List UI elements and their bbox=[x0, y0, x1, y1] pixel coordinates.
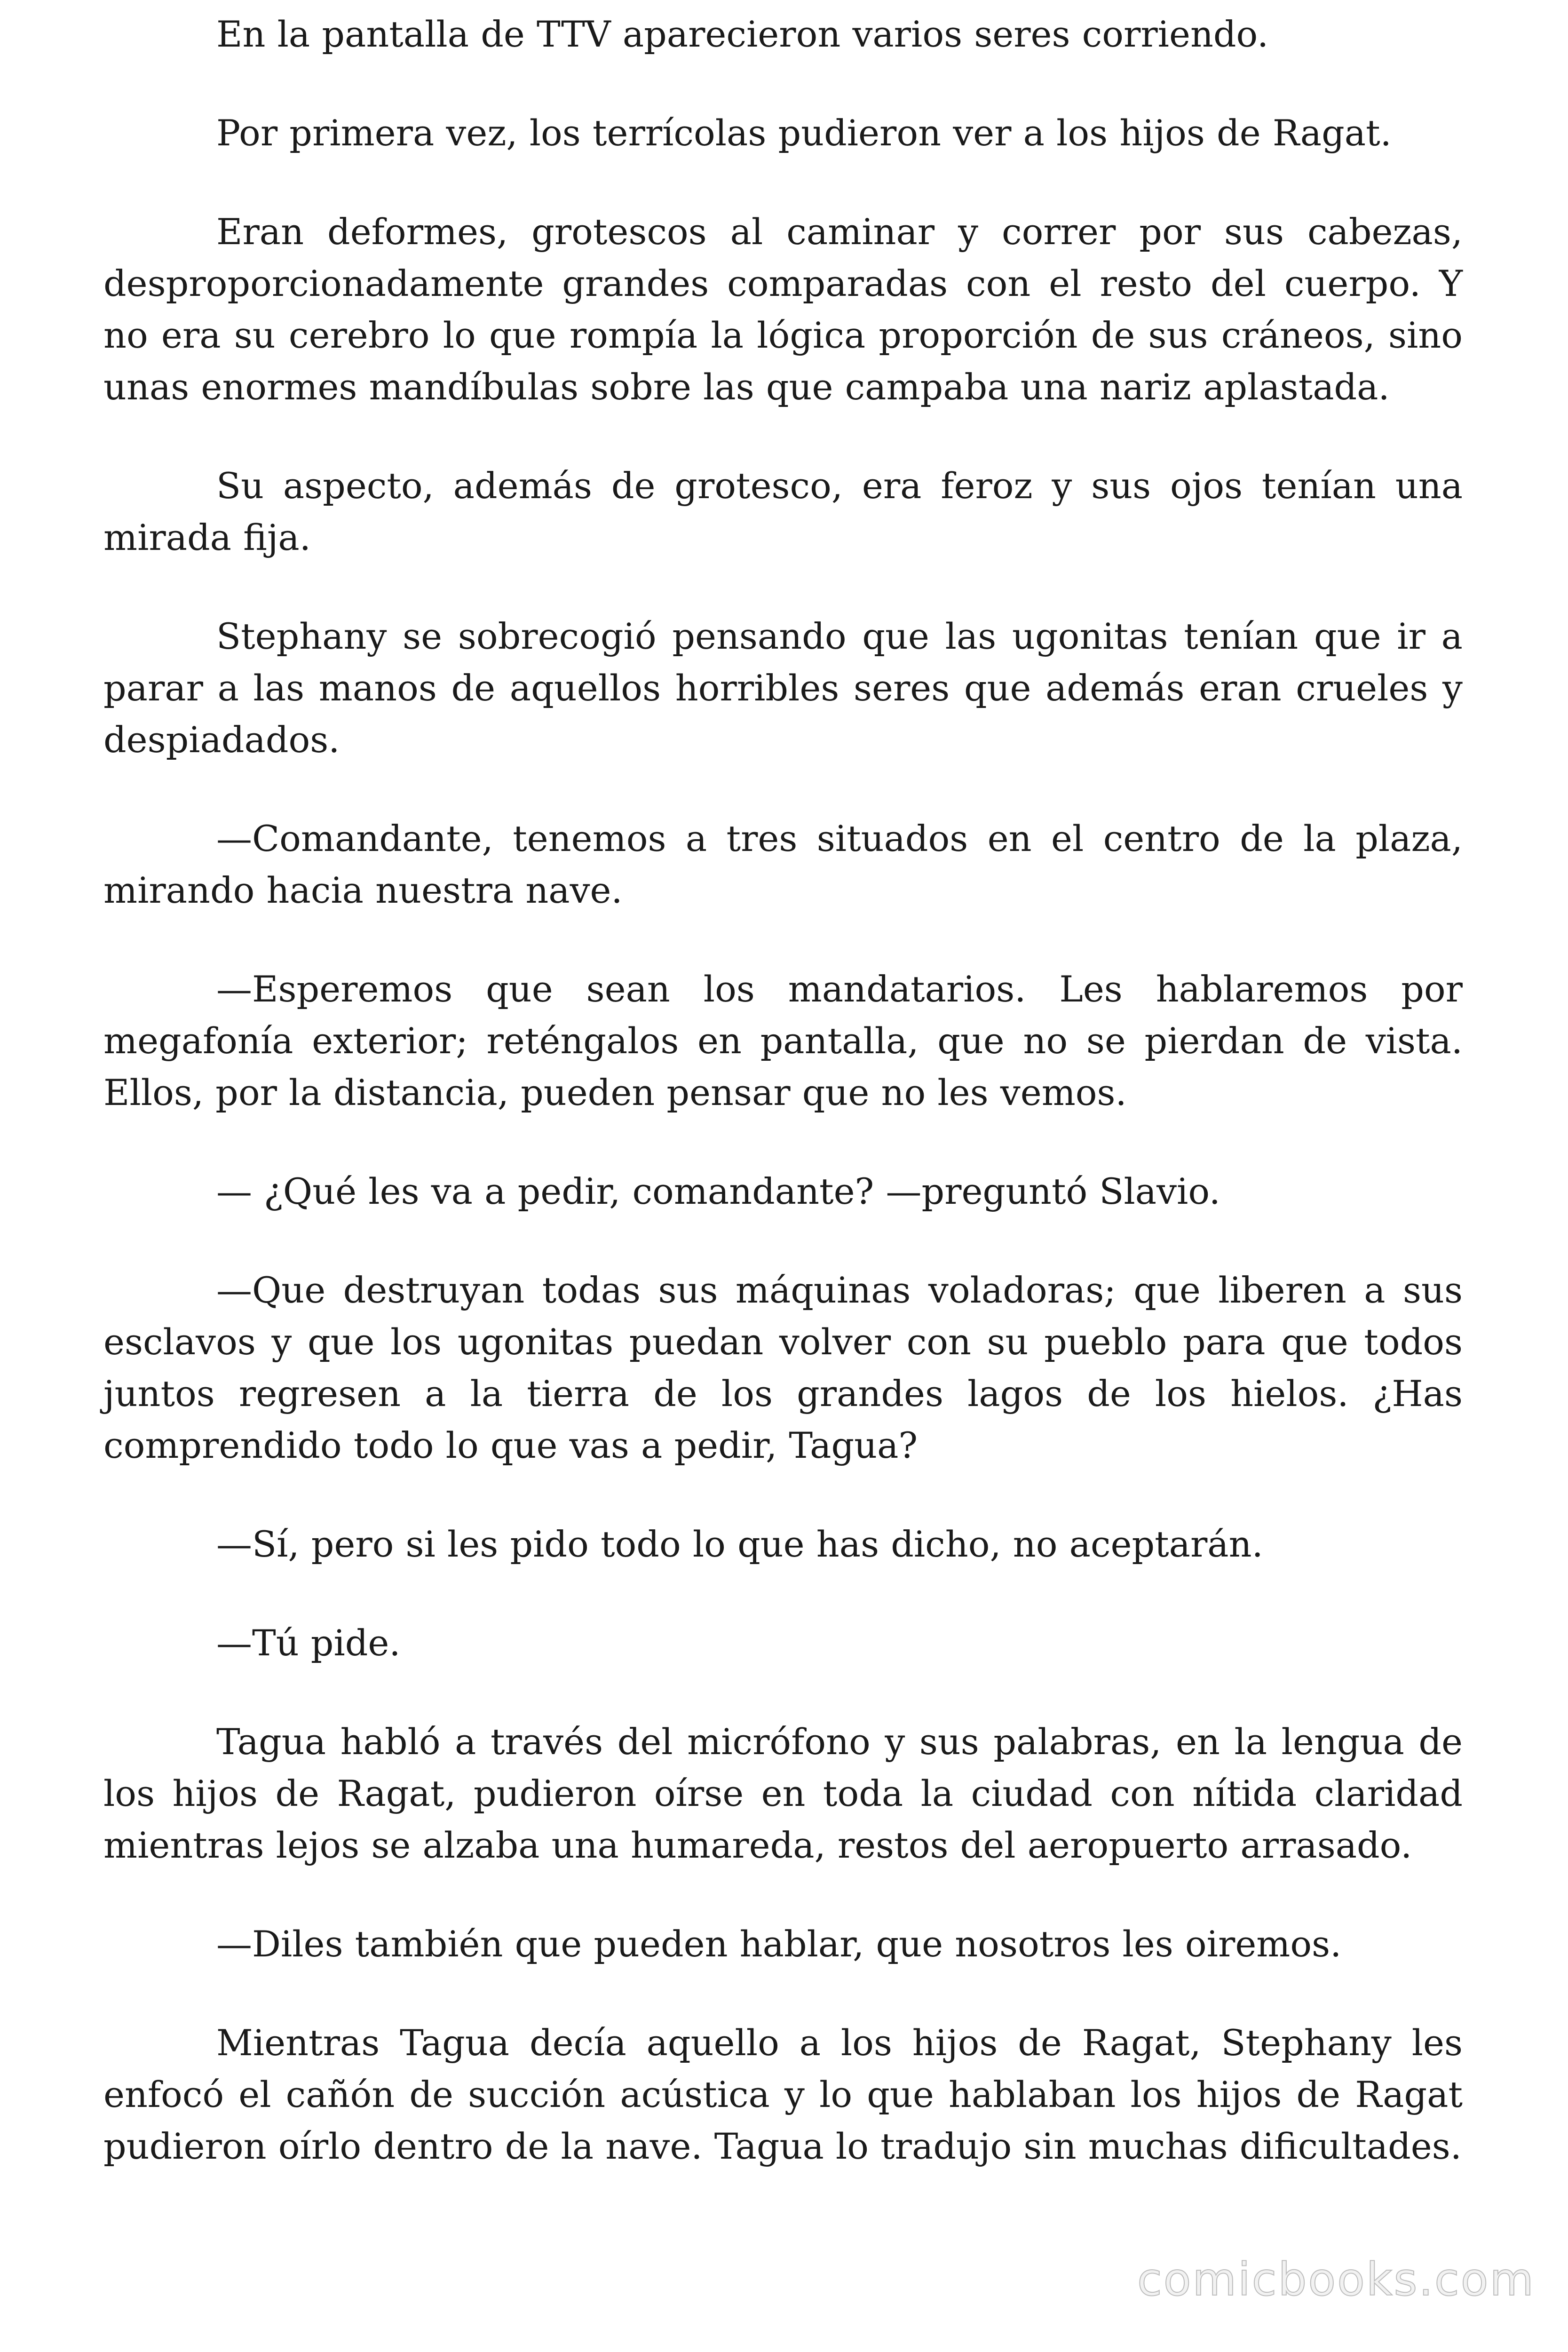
paragraph: —Sí, pero si les pido todo lo que has dicho, no aceptarán. bbox=[216, 1523, 1263, 1565]
watermark-logo: comicbooks.com bbox=[1137, 2253, 1535, 2306]
paragraph: —Comandante, tenemos a tres situados en el centro de la plaza, mirando hacia nuestra nave. bbox=[103, 818, 1463, 911]
paragraph: Su aspecto, además de grotesco, era feroz y sus ojos tenían una mirada fija. bbox=[103, 465, 1463, 558]
text-column bbox=[103, 8, 1463, 2219]
paragraph: Por primera vez, los terrícolas pudieron ver a los hijos de Ragat. bbox=[216, 112, 1392, 154]
paragraph: —Diles también que pueden hablar, que nosotros les oiremos. bbox=[216, 1923, 1342, 1965]
paragraph: —Que destruyan todas sus máquinas voladoras; que liberen a sus esclavos y que los ugonitas puedan volver con su pueblo para que todos juntos regresen a la tierra de los grandes lagos de los hielos. ¿Has comprendido todo lo que vas a pedir, Tagua? bbox=[103, 1269, 1463, 1466]
paragraph: Tagua habló a través del micrófono y sus palabras, en la lengua de los hijos de Ragat, pudieron oírse en toda la ciudad con nítida claridad mientras lejos se alzaba una humareda, restos del aeropuerto arrasado. bbox=[103, 1721, 1463, 1866]
paragraph: Eran deformes, grotescos al caminar y correr por sus cabezas, desproporcionadamente grandes comparadas con el resto del cuerpo. Y no era su cerebro lo que rompía la lógica proporción de sus cráneos, sino unas enormes mandíbulas sobre las que campaba una nariz aplastada. bbox=[103, 211, 1463, 408]
paragraph: — ¿Qué les va a pedir, comandante? —preguntó Slavio. bbox=[216, 1170, 1220, 1212]
paragraph: Stephany se sobrecogió pensando que las ugonitas tenían que ir a parar a las manos de aquellos horribles seres que además eran crueles y despiadados. bbox=[103, 615, 1463, 761]
paragraph: —Esperemos que sean los mandatarios. Les hablaremos por megafonía exterior; reténgalos en pantalla, que no se pierdan de vista. Ellos, por la distancia, pueden pensar que no les vemos. bbox=[103, 968, 1463, 1113]
paragraph: —Tú pide. bbox=[216, 1622, 401, 1664]
paragraph: En la pantalla de TTV aparecieron varios seres corriendo. bbox=[216, 13, 1269, 55]
paragraph: Mientras Tagua decía aquello a los hijos de Ragat, Stephany les enfocó el cañón de succión acústica y lo que hablaban los hijos de Ragat pudieron oírlo dentro de la nave. Tagua lo tradujo sin muchas dificultades. bbox=[103, 2022, 1463, 2167]
